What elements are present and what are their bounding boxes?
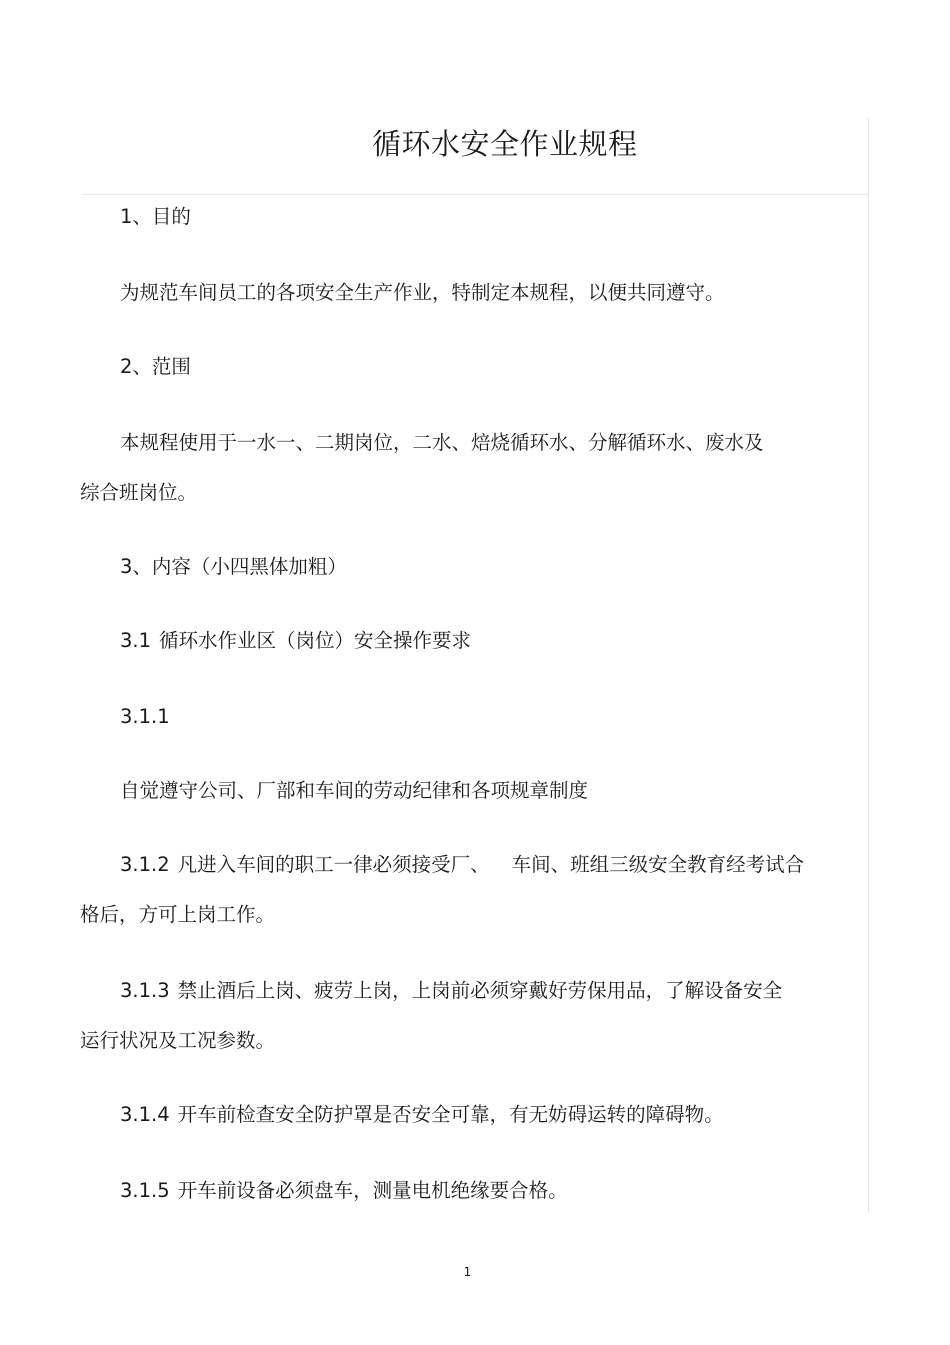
clause-3-1-4-text: 开车前检查安全防护罩是否安全可靠，有无妨碍运转的障碍物。	[177, 1103, 724, 1126]
clause-3-1-3-line-2: 运行状况及工况参数。	[80, 1029, 276, 1052]
section-1-heading: 1、目的	[120, 205, 191, 228]
clause-3-1-3-text: 禁止酒后上岗、疲劳上岗，上岗前必须穿戴好劳保用品，了解设备安全	[177, 979, 783, 1002]
clause-3-1-2-text-a: 凡进入车间的职工一律必须接受厂、	[177, 853, 490, 876]
clause-3-1-5	[120, 1176, 568, 1206]
clause-3-1-2	[120, 850, 804, 880]
clause-3-1-2-line-2: 格后，方可上岗工作。	[80, 903, 276, 926]
clause-3-1-5-number: 3.1.5	[120, 1179, 170, 1202]
clause-3-1-1-text: 自觉遵守公司、厂部和车间的劳动纪律和各项规章制度	[120, 779, 589, 802]
clause-3-1-4-number: 3.1.4	[120, 1103, 170, 1126]
clause-3-1-4	[120, 1100, 724, 1130]
document-title: 循环水安全作业规程	[372, 127, 638, 161]
clause-3-1-text: 循环水作业区（岗位）安全操作要求	[159, 629, 472, 652]
clause-3-1	[120, 626, 471, 656]
right-border-line	[868, 118, 869, 1213]
title-divider	[82, 194, 869, 195]
clause-3-1-number: 3.1	[120, 629, 152, 652]
clause-3-1-3	[120, 976, 782, 1006]
clause-3-1-5-text: 开车前设备必须盘车，测量电机绝缘要合格。	[177, 1179, 568, 1202]
page-number: 1	[463, 1265, 472, 1279]
section-3-heading: 3、内容（小四黑体加粗）	[120, 555, 347, 578]
section-2-body-line-2: 综合班岗位。	[80, 481, 198, 504]
section-2-heading: 2、范围	[120, 355, 191, 378]
clause-3-1-3-number: 3.1.3	[120, 979, 170, 1002]
clause-3-1-2-text-b: 车间、班组三级安全教育经考试合	[511, 853, 805, 876]
clause-3-1-1-number: 3.1.1	[120, 705, 170, 728]
section-1-body: 为规范车间员工的各项安全生产作业，特制定本规程，以便共同遵守。	[120, 281, 725, 304]
clause-3-1-2-number: 3.1.2	[120, 853, 170, 876]
section-2-body-line-1: 本规程使用于一水一、二期岗位，二水、焙烧循环水、分解循环水、废水及	[120, 431, 764, 454]
